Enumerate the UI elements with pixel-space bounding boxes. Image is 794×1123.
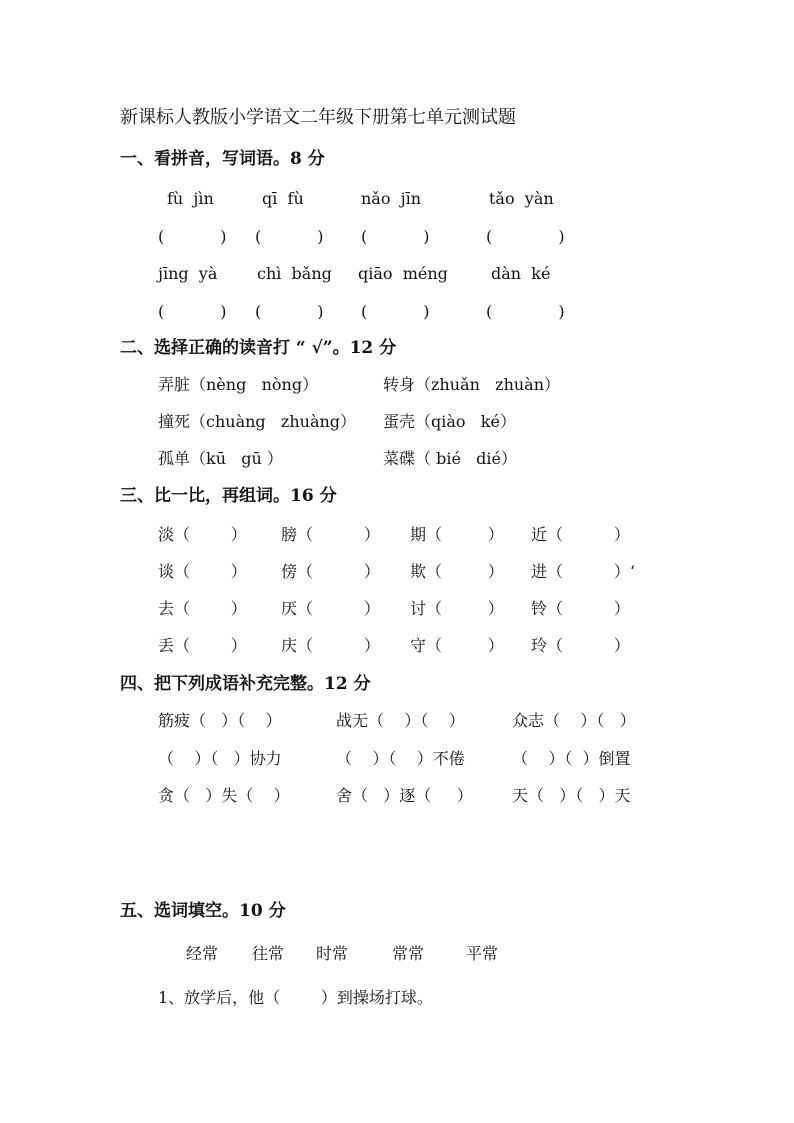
idiom-item[interactable]: 战无（ ）（ ） [336, 711, 465, 730]
answer-box[interactable]: ( ) [486, 302, 565, 321]
answer-box[interactable]: ( ) [255, 302, 324, 321]
idiom-item[interactable]: （ ）（ ）倒置 [512, 749, 631, 768]
pinyin-6: chì bǎng [257, 264, 332, 283]
reading-choice[interactable]: 撞死（chuàng zhuàng） [158, 412, 357, 431]
answer-box[interactable]: ( ) [361, 302, 430, 321]
idiom-item[interactable]: （ ）（ ）协力 [158, 749, 282, 768]
word-item[interactable]: 丢（ ） [158, 636, 247, 655]
word-item[interactable]: 淡（ ） [158, 525, 247, 544]
word-choice: 经常 [186, 944, 219, 963]
pinyin-4: tǎo yàn [489, 189, 554, 208]
word-choice: 往常 [252, 944, 285, 963]
reading-choice[interactable]: 菜碟（ bié dié） [383, 449, 518, 468]
section-4-heading: 四、把下列成语补充完整。12 分 [120, 674, 371, 694]
answer-box[interactable]: ( ) [255, 227, 324, 246]
idiom-item[interactable]: 筋疲（ ）（ ） [158, 711, 282, 730]
pinyin-7: qiāo méng [358, 264, 448, 283]
pinyin-3: nǎo jīn [361, 189, 422, 208]
idiom-item[interactable]: 贪（ ）失（ ） [158, 786, 290, 805]
pinyin-1: fù jìn [167, 189, 214, 208]
reading-choice[interactable]: 转身（zhuǎn zhuàn） [383, 375, 561, 394]
answer-box[interactable]: ( ) [361, 227, 430, 246]
word-item[interactable]: 期（ ） [410, 525, 504, 544]
page-title: 新课标人教版小学语文二年级下册第七单元测试题 [120, 107, 516, 128]
word-item[interactable]: 欺（ ） [410, 562, 504, 581]
pinyin-2: qī fù [262, 189, 304, 208]
idiom-item[interactable]: 舍（ ）逐（ ） [336, 786, 473, 805]
pinyin-5: jīng yà [158, 264, 218, 283]
word-item[interactable]: 傍（ ） [281, 562, 380, 581]
word-item[interactable]: 玲（ ） [531, 636, 630, 655]
word-choice: 平常 [466, 944, 499, 963]
section-2-heading: 二、选择正确的读音打 “ √”。12 分 [120, 338, 397, 358]
word-item[interactable]: 守（ ） [410, 636, 504, 655]
section-5-heading: 五、选词填空。10 分 [120, 901, 286, 921]
reading-choice[interactable]: 弄脏（nèng nòng） [158, 375, 319, 394]
word-item[interactable]: 进（ ）‘ [531, 562, 635, 581]
section-3-heading: 三、比一比，再组词。16 分 [120, 486, 337, 506]
idiom-item[interactable]: 众志（ ）（ ） [512, 711, 636, 730]
word-item[interactable]: 讨（ ） [410, 599, 504, 618]
pinyin-8: dàn ké [491, 264, 551, 283]
word-choice: 常常 [392, 944, 425, 963]
word-item[interactable]: 膀（ ） [281, 525, 380, 544]
word-item[interactable]: 铃（ ） [531, 599, 630, 618]
word-item[interactable]: 近（ ） [531, 525, 630, 544]
idiom-item[interactable]: 天（ ）（ ）天 [512, 786, 631, 805]
word-item[interactable]: 厌（ ） [281, 599, 380, 618]
word-choice: 时常 [316, 944, 349, 963]
word-item[interactable]: 庆（ ） [281, 636, 380, 655]
question-1[interactable]: 1、放学后，他（ ）到操场打球。 [158, 988, 433, 1007]
answer-box[interactable]: ( ) [486, 227, 565, 246]
word-item[interactable]: 去（ ） [158, 599, 247, 618]
reading-choice[interactable]: 蛋壳（qiào ké） [383, 412, 516, 431]
section-1-heading: 一、看拼音，写词语。8 分 [120, 149, 325, 169]
answer-box[interactable]: ( ) [158, 227, 227, 246]
word-item[interactable]: 谈（ ） [158, 562, 247, 581]
idiom-item[interactable]: （ ）（ ）不倦 [336, 749, 465, 768]
reading-choice[interactable]: 孤单（kū gū ） [158, 449, 283, 468]
answer-box[interactable]: ( ) [158, 302, 227, 321]
